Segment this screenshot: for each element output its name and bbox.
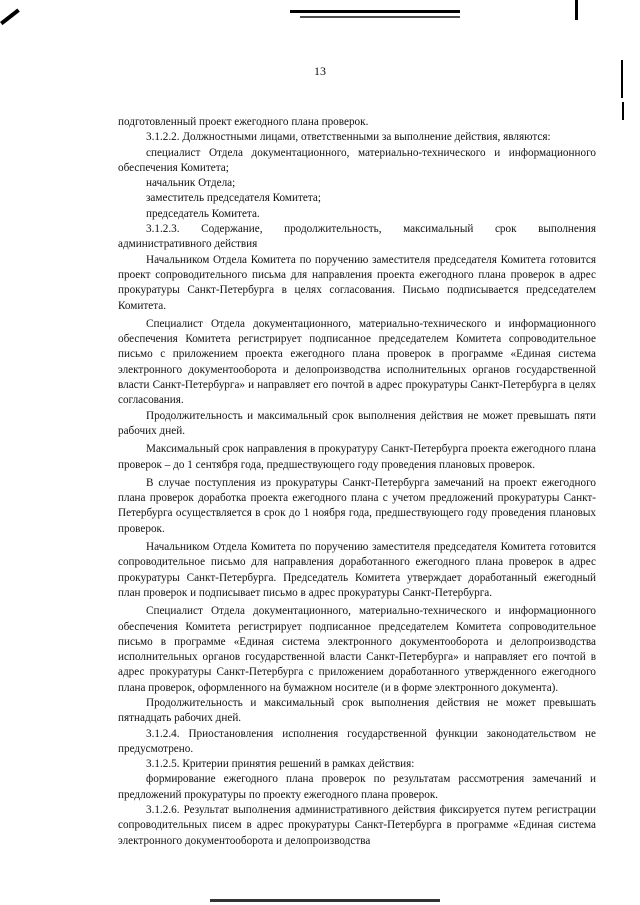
paragraph: формирование ежегодного плана проверок по результатам рассмотрения замечаний и предложений прокуратуры по проекту ежегодного плана проверок. <box>118 773 596 801</box>
paragraph: Продолжительность и максимальный срок выполнения действия не может превышать пяти рабочих дней. <box>118 409 596 437</box>
paragraph: 3.1.2.5. Критерии принятия решений в рамках действия: <box>146 758 415 771</box>
scan-artifact-top-bar <box>290 10 460 13</box>
document-body <box>118 115 596 849</box>
paragraph: В случае поступления из прокуратуры Санкт-Петербурга замечаний на проект ежегодного плана проверок доработка проекта ежегодного плана с учетом предложений прокуратуры Санкт-Петербурга осуществляется в срок до 1 ноября года, предшествующего году проведения плановых проверок. <box>118 476 596 535</box>
scan-artifact-top-left <box>0 8 20 25</box>
paragraph: подготовленный проект ежегодного плана проверок. <box>118 116 369 128</box>
scan-artifact-right-edge-2 <box>622 102 624 120</box>
paragraph: 3.1.2.3. Содержание, продолжительность, максимальный срок выполнения административного действия <box>118 223 596 251</box>
paragraph: 3.1.2.6. Результат выполнения административного действия фиксируется путем регистрации сопроводительных писем в адрес прокуратуры Санкт-Петербурга в программе «Единая система электронного документооборота и делопроизводства <box>118 804 596 847</box>
paragraph: 3.1.2.2. Должностными лицами, ответственными за выполнение действия, являются: <box>146 131 551 144</box>
paragraph: Начальником Отдела Комитета по поручению заместителя председателя Комитета готовится сопроводительное письмо для направления доработанного ежегодного плана проверок в адрес прокуратуры Санкт-Петербурга. Председатель Комитета утверждает доработанный ежегодный план проверок и подписывает письмо в адрес прокуратуры Санкт-Петербурга. <box>118 541 596 599</box>
paragraph: Начальником Отдела Комитета по поручению заместителя председателя Комитета готовится проект сопроводительного письма для направления проекта ежегодного плана проверок в адрес прокуратуры Санкт-Петербурга в целях согласования. Письмо подписывается председателем Комитета. <box>118 253 596 312</box>
paragraph: начальник Отдела; <box>146 177 236 190</box>
paragraph: Продолжительность и максимальный срок выполнения действия не может превышать пятнадцать рабочих дней. <box>118 696 596 725</box>
scan-artifact-top-right <box>575 0 578 20</box>
paragraph: Специалист Отдела документационного, материально-технического и информационного обеспечения Комитета регистрирует подписанное председателем Комитета сопроводительное письмо в программе «Единая система электронного документооборота и делопроизводства исполнительных органов государственной власти Санкт-Петербурга» и направляет его почтой в адрес прокуратуры Санкт-Петербурга с приложением доработанного утвержденного ежегодного плана проверок, оформленного на бумажном носителе (и в форме электронного документа). <box>118 605 596 694</box>
scan-artifact-top-bar-2 <box>300 16 460 18</box>
scan-artifact-bottom <box>210 899 440 902</box>
paragraph: 3.1.2.4. Приостановления исполнения государственной функции законодательством не предусмотрено. <box>118 727 596 755</box>
paragraph: Специалист Отдела документационного, материально-технического и информационного обеспечения Комитета регистрирует подписанное председателем Комитета сопроводительное письмо с приложением проекта ежегодного плана проверок в программе «Единая система электронного документооборота и делопроизводства исполнительных органов государственной власти Санкт-Петербурга» и направляет его почтой в адрес прокуратуры Санкт-Петербурга в целях согласования. <box>118 317 596 407</box>
paragraph: специалист Отдела документационного, материально-технического и информационного обеспечения Комитета; <box>118 146 596 174</box>
paragraph: Максимальный срок направления в прокуратуру Санкт-Петербурга проекта ежегодного плана проверок – до 1 сентября года, предшествующего году проведения плановых проверок. <box>118 443 596 471</box>
paragraph: заместитель председателя Комитета; <box>146 192 321 205</box>
paragraph: председатель Комитета. <box>146 207 260 220</box>
page-number: 13 <box>314 64 326 78</box>
